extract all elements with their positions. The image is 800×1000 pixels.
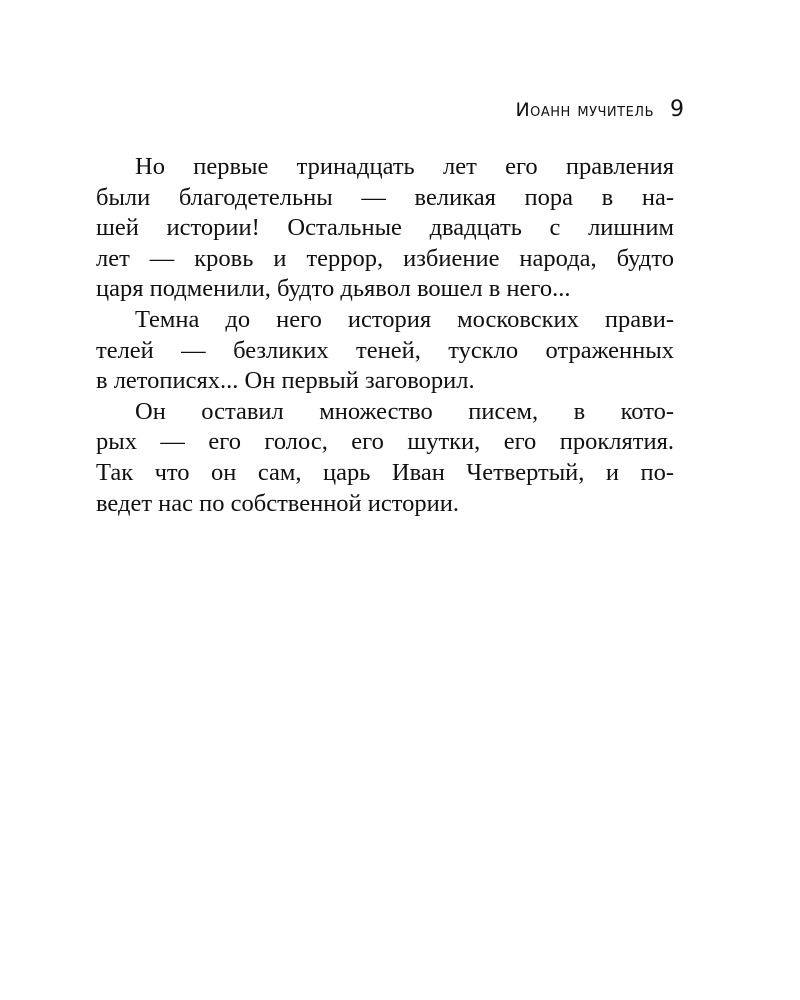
body-text (96, 152, 674, 519)
text-line: Темна до него история московских прави- (135, 305, 674, 333)
text-line: телей — безликих теней, тускло отраженных (96, 336, 674, 364)
text-line: были благодетельны — великая пора в на- (96, 183, 674, 211)
text-line: в летописях... Он первый заговорил. (96, 367, 475, 395)
text-line: Он оставил множество писем, в кото- (135, 397, 674, 425)
text-line: Так что он сам, царь Иван Четвертый, и по- (96, 458, 674, 486)
text-line: ведет нас по собственной истории. (96, 489, 460, 517)
text-line: Но первые тринадцать лет его правления (135, 153, 674, 180)
page-number: 9 (670, 97, 684, 122)
text-line: шей истории! Остальные двадцать с лишним (96, 214, 674, 242)
text-line: лет — кровь и террор, избиение народа, будто (96, 244, 674, 272)
paragraph-3 (96, 397, 674, 519)
text-line: рых — его голос, его шутки, его проклятия. (96, 428, 674, 456)
paragraph-2 (96, 305, 674, 397)
paragraph-1 (96, 152, 674, 305)
running-head (515, 97, 684, 122)
running-head-title: Иоанн мучитель (515, 99, 654, 121)
text-line: царя подменили, будто дьявол вошел в него... (96, 275, 571, 303)
